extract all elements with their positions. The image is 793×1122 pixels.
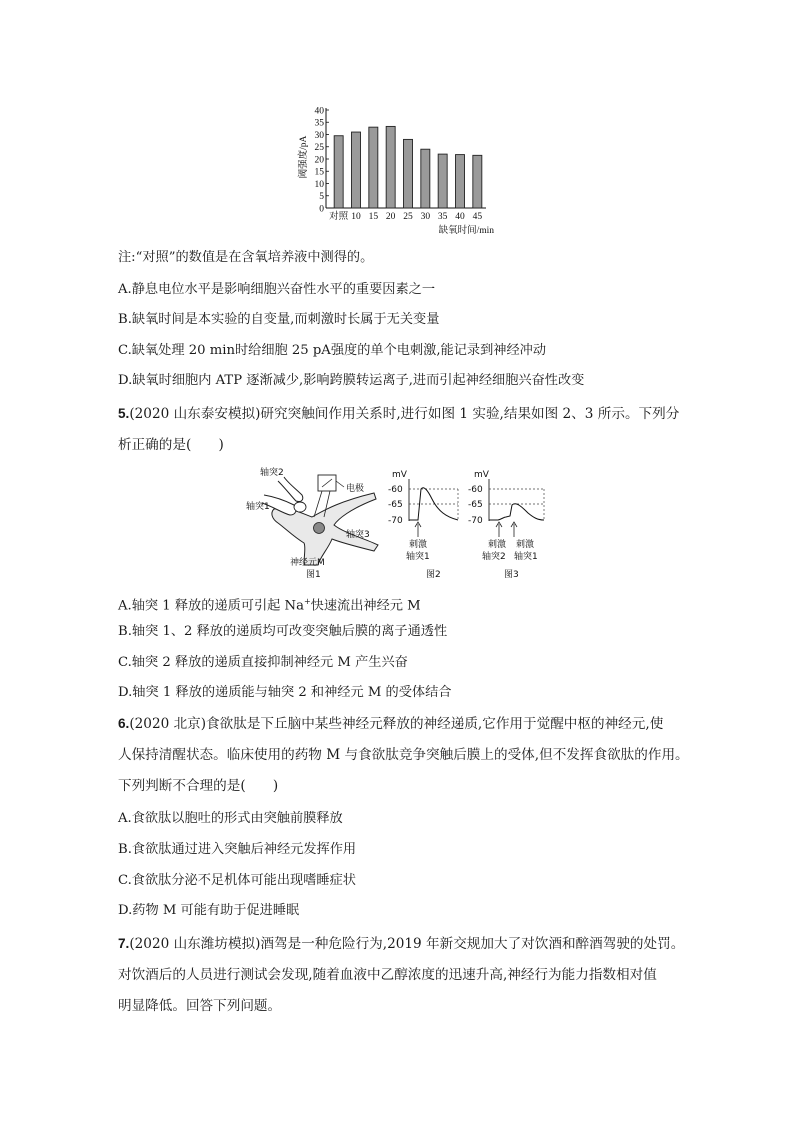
axon2-shape: [278, 477, 303, 502]
x-tick-label: 对照: [329, 212, 349, 222]
fig1-caption: 图1: [306, 570, 321, 580]
q7-number: 7.: [118, 936, 130, 951]
y-tick-label: 35: [314, 118, 324, 129]
q6-stem-line2: 人保持清醒状态。临床使用的药物 M 与食欲肽竞争突触后膜上的受体,但不发挥食欲肽的作用。: [118, 747, 689, 763]
fig3-tick-60: -60: [468, 485, 483, 495]
bar: [421, 149, 430, 208]
fig2-caption: 图2: [426, 570, 441, 580]
q4-option-c: C.缺氧处理 20 min时给细胞 25 pA强度的单个电刺激,能记录到神经冲动: [118, 343, 547, 358]
q6-option-b: B.食欲肽通过进入突触后神经元发挥作用: [118, 842, 357, 857]
bar: [404, 139, 413, 208]
q5-option-a: [118, 592, 421, 616]
bar: [438, 154, 447, 208]
x-tick-label: 20: [385, 212, 396, 222]
y-tick-label: 30: [314, 130, 324, 141]
bar: [456, 155, 465, 208]
q6-stem-line1: [118, 709, 663, 739]
q4-option-a: A.静息电位水平是影响细胞兴奋性水平的重要因素之一: [118, 282, 436, 297]
q5-stem-text1: (2020 山东泰安模拟)研究突触间作用关系时,进行如图 1 实验,结果如图 2、3 所示。下列分: [129, 406, 680, 422]
q5-option-a-sup: +: [303, 597, 311, 606]
x-tick-label: 10: [351, 212, 361, 222]
fig1-label-axon3: 轴突3: [346, 530, 370, 540]
q5-number: 5.: [118, 406, 130, 421]
neuron-m-nucleus: [314, 523, 325, 534]
x-tick-label: 15: [368, 212, 379, 222]
fig3-stim2-line2: 轴突2: [482, 552, 506, 562]
y-tick-label: 15: [314, 167, 324, 178]
fig3-stim2-line1: 刺激: [488, 540, 507, 550]
synapse-terminal: [294, 502, 306, 512]
q4-option-b: B.缺氧时间是本实验的自变量,而刺激时长属于无关变量: [118, 312, 440, 327]
y-tick-label: 40: [314, 106, 324, 117]
fig2-tick-60: -60: [388, 485, 403, 495]
fig2-potential-graph: [388, 470, 458, 580]
fig3-unit: mV: [474, 470, 489, 480]
q4-option-d: D.缺氧时细胞内 ATP 逐渐减少,影响跨膜转运离子,进而引起神经细胞兴奋性改变: [118, 373, 585, 388]
q7-stem-line2: 对饮酒后的人员进行测试会发现,随着血液中乙醇浓度的迅速升高,神经行为能力指数相对值: [118, 967, 657, 983]
bar: [334, 136, 343, 208]
fig2-unit: mV: [392, 470, 407, 480]
fig3-tick-65: -65: [468, 500, 483, 510]
fig3-trace: [489, 504, 544, 520]
q6-option-a: A.食欲肽以胞吐的形式由突触前膜释放: [118, 811, 343, 826]
fig2-tick-65: -65: [388, 500, 403, 510]
fig1-neuron-diagram: [246, 467, 378, 580]
x-tick-label: 45: [472, 212, 483, 222]
synapse-figure: [246, 467, 556, 583]
x-tick-label: 25: [403, 212, 413, 222]
q5-option-a-pre: A.轴突 1 释放的递质可引起 Na: [118, 598, 304, 614]
fig1-label-axon1: 轴突1: [246, 502, 270, 512]
y-tick-label: 20: [314, 155, 324, 166]
x-tick-label: 30: [420, 212, 431, 222]
fig3-tick-70: -70: [468, 516, 483, 526]
q5-option-d: D.轴突 1 释放的递质能与轴突 2 和神经元 M 的受体结合: [118, 685, 452, 700]
q6-stem-line3: 下列判断不合理的是( ): [118, 778, 279, 794]
q5-option-b: B.轴突 1、2 释放的递质均可改变突触后膜的离子通透性: [118, 624, 448, 639]
fig3-potential-graph: [468, 470, 544, 580]
fig2-stim-line2: 轴突1: [406, 552, 430, 562]
fig1-label-axon2: 轴突2: [260, 468, 284, 478]
y-tick-label: 25: [314, 143, 324, 154]
fig2-stim-line1: 刺激: [409, 540, 428, 550]
q7-stem-line1: [118, 929, 684, 959]
q6-number: 6.: [118, 716, 130, 731]
fig3-caption: 图3: [504, 570, 519, 580]
fig1-label-electrode: 电极: [346, 484, 365, 494]
synapse-figure-svg: [246, 467, 556, 583]
q6-option-d: D.药物 M 可能有助于促进睡眠: [118, 903, 300, 918]
fig3-stim1-line1: 刺激: [516, 540, 535, 550]
x-tick-label: 35: [437, 212, 448, 222]
y-axis-label: 阈强度/pA: [299, 135, 309, 179]
bar: [386, 126, 395, 208]
bar-chart-svg: [296, 100, 496, 238]
q7-stem-text1: (2020 山东潍坊模拟)酒驾是一种危险行为,2019 年新交规加大了对饮酒和醉酒驾驶的处罚。: [129, 936, 685, 952]
q5-option-a-post: 快速流出神经元 M: [310, 598, 421, 614]
y-tick-label: 5: [319, 192, 324, 203]
bar: [369, 127, 378, 208]
q5-stem-line1: [118, 399, 679, 429]
x-axis-label: 缺氧时间/min: [438, 226, 494, 236]
threshold-bar-chart: [296, 100, 496, 238]
y-tick-label: 10: [314, 179, 324, 190]
bar: [473, 155, 482, 208]
q6-stem-text1: (2020 北京)食欲肽是下丘脑中某些神经元释放的神经递质,它作用于觉醒中枢的神经元,使: [129, 716, 664, 732]
fig2-tick-70: -70: [388, 516, 403, 526]
fig3-stim1-line2: 轴突1: [514, 552, 538, 562]
y-tick-label: 0: [319, 204, 324, 215]
q5-stem-line2: 析正确的是( ): [118, 437, 224, 453]
x-tick-label: 40: [455, 212, 465, 222]
q4-note: 注:“对照”的数值是在含氧培养液中测得的。: [118, 250, 374, 265]
q5-option-c: C.轴突 2 释放的递质直接抑制神经元 M 产生兴奋: [118, 655, 408, 670]
fig1-label-neuron: 神经元M: [290, 558, 325, 568]
bar: [352, 132, 361, 208]
q6-option-c: C.食欲肽分泌不足机体可能出现嗜睡症状: [118, 873, 356, 888]
q7-stem-line3: 明显降低。回答下列问题。: [118, 998, 282, 1014]
